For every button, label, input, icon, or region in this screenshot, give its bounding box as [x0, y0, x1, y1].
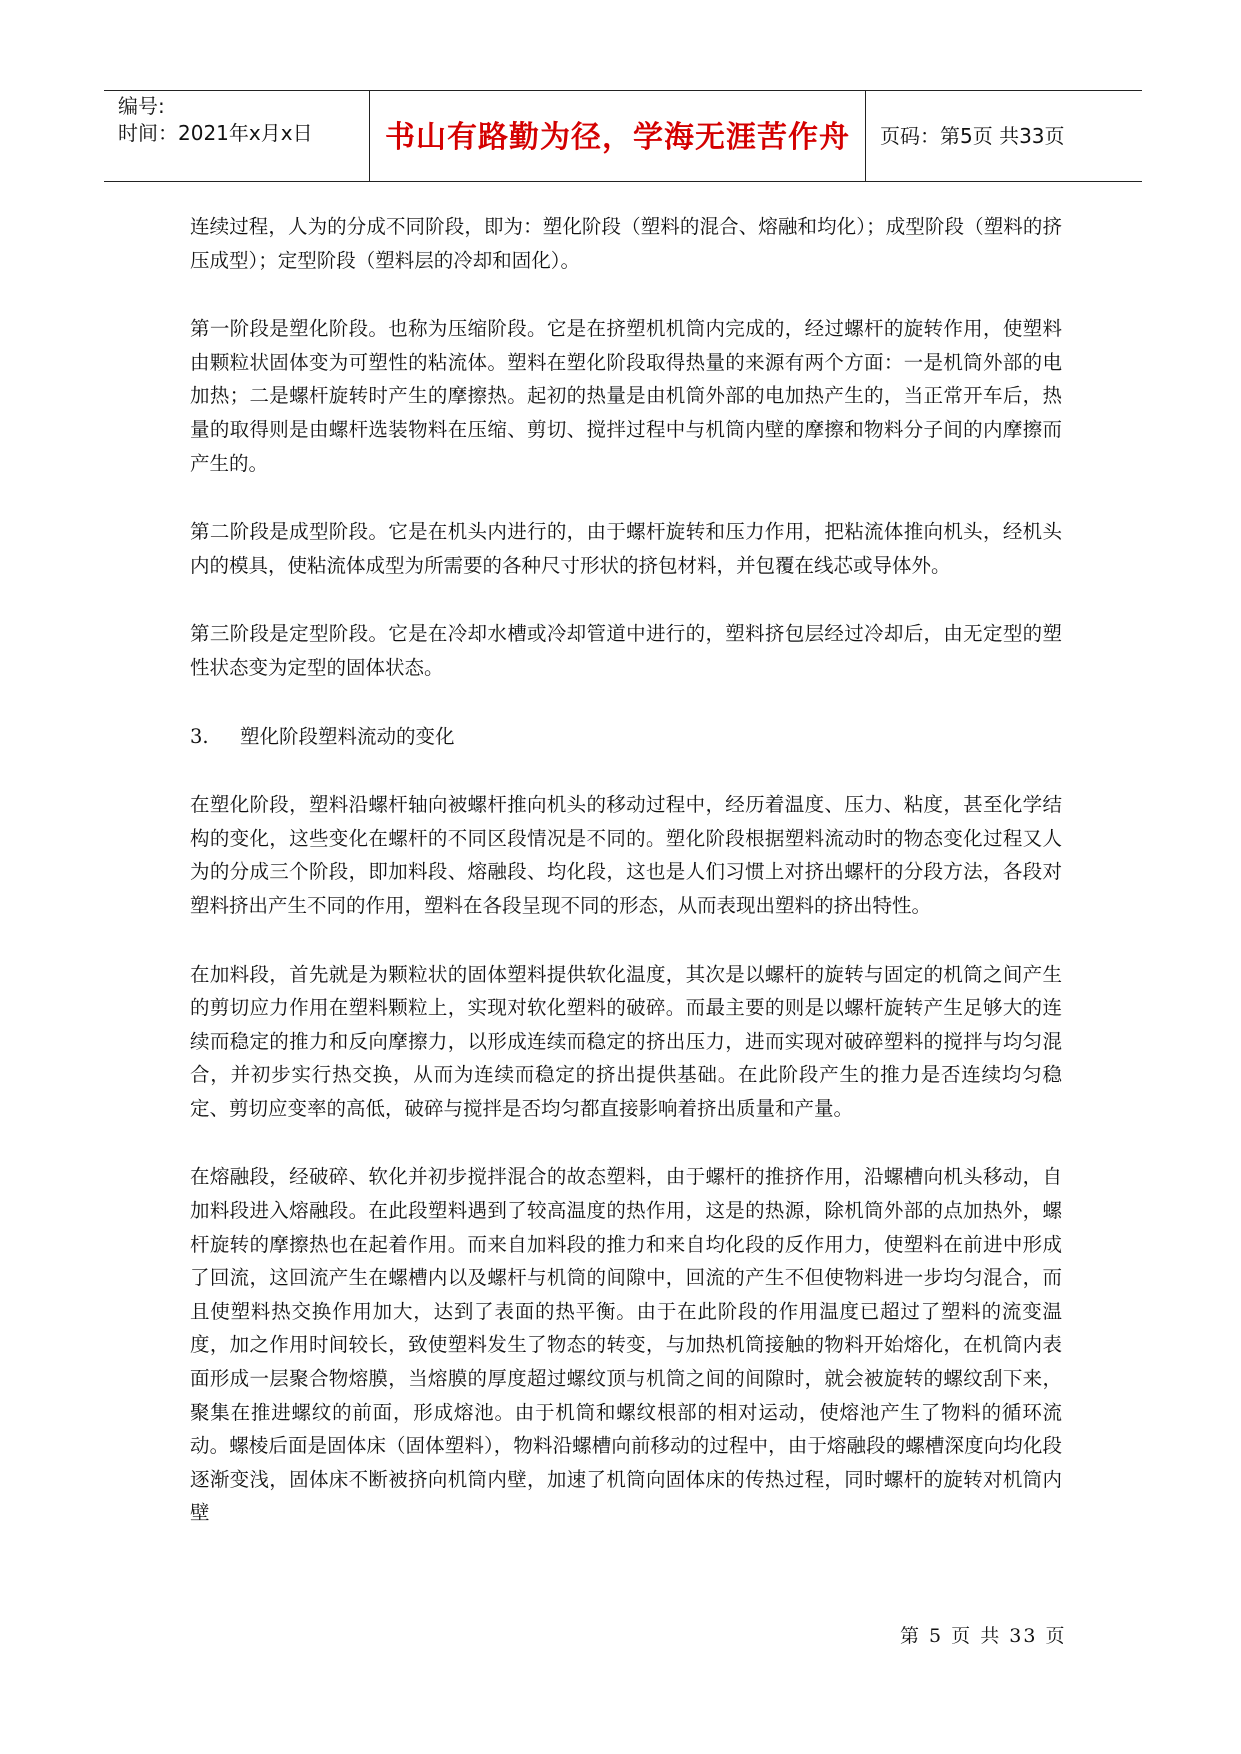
document-number-label: 编号:	[118, 94, 165, 118]
paragraph: 在塑化阶段，塑料沿螺杆轴向被螺杆推向机头的移动过程中，经历着温度、压力、粘度，甚至化学结构的变化，这些变化在螺杆的不同区段情况是不同的。塑化阶段根据塑料流动时的物态变化过程又人为的分成三个阶段，即加料段、熔融段、均化段，这也是人们习惯上对挤出螺杆的分段方法，各段对塑料挤出产生不同的作用，塑料在各段呈现不同的形态，从而表现出塑料的挤出特性。	[190, 793, 1062, 917]
paragraph: 第三阶段是定型阶段。它是在冷却水槽或冷却管道中进行的，塑料挤包层经过冷却后，由无定型的塑性状态变为定型的固体状态。	[190, 622, 1062, 679]
page-header	[104, 90, 1142, 182]
section-title: 塑化阶段塑料流动的变化	[240, 724, 455, 748]
paragraph: 第一阶段是塑化阶段。也称为压缩阶段。它是在挤塑机机筒内完成的，经过螺杆的旋转作用，使塑料由颗粒状固体变为可塑性的粘流体。塑料在塑化阶段取得热量的来源有两个方面：一是机筒外部的电加热；二是螺杆旋转时产生的摩擦热。起初的热量是由机筒外部的电加热产生的，当正常开车后，热量的取得则是由螺杆选装物料在压缩、剪切、搅拌过程中与机筒内壁的摩擦和物料分子间的内摩擦而产生的。	[190, 317, 1062, 475]
section-heading	[190, 720, 1062, 754]
paragraph: 在熔融段，经破碎、软化并初步搅拌混合的故态塑料，由于螺杆的推挤作用，沿螺槽向机头移动，自加料段进入熔融段。在此段塑料遇到了较高温度的热作用，这是的热源，除机筒外部的点加热外，螺杆旋转的摩擦热也在起着作用。而来自加料段的推力和来自均化段的反作用力，使塑料在前进中形成了回流，这回流产生在螺槽内以及螺杆与机筒的间隙中，回流的产生不但使物料进一步均匀混合，而且使塑料热交换作用加大，达到了表面的热平衡。由于在此阶段的作用温度已超过了塑料的流变温度，加之作用时间较长，致使塑料发生了物态的转变，与加热机筒接触的物料开始熔化，在机筒内表面形成一层聚合物熔膜，当熔膜的厚度超过螺纹顶与机筒之间的间隙时，就会被旋转的螺纹刮下来，聚集在推进螺纹的前面，形成熔池。由于机筒和螺纹根部的相对运动，使熔池产生了物料的循环流动。螺棱后面是固体床（固体塑料），物料沿螺槽向前移动的过程中，由于熔融段的螺槽深度向均化段逐渐变浅，固体床不断被挤向机筒内壁，加速了机筒向固体床的传热过程，同时螺杆的旋转对机筒内壁	[190, 1165, 1062, 1525]
document-time: 时间：2021年x月x日	[118, 121, 313, 145]
paragraph: 在加料段，首先就是为颗粒状的固体塑料提供软化温度，其次是以螺杆的旋转与固定的机筒之间产生的剪切应力作用在塑料颗粒上，实现对软化塑料的破碎。而最主要的则是以螺杆旋转产生足够大的连续而稳定的推力和反向摩擦力，以形成连续而稳定的挤出压力，进而实现对破碎塑料的搅拌与均匀混合，并初步实行热交换，从而为连续而稳定的挤出提供基础。在此阶段产生的推力是否连续均匀稳定、剪切应变率的高低，破碎与搅拌是否均匀都直接影响着挤出质量和产量。	[190, 962, 1062, 1120]
header-motto: 书山有路勤为径，学海无涯苦作舟	[370, 91, 866, 181]
paragraph: 连续过程，人为的分成不同阶段，即为：塑化阶段（塑料的混合、熔融和均化）；成型阶段（塑料的挤压成型）；定型阶段（塑料层的冷却和固化）。	[190, 215, 1062, 272]
header-meta	[104, 91, 370, 181]
paragraph: 第二阶段是成型阶段。它是在机头内进行的，由于螺杆旋转和压力作用，把粘流体推向机头，经机头内的模具，使粘流体成型为所需要的各种尺寸形状的挤包材料，并包覆在线芯或导体外。	[190, 520, 1062, 577]
document-body	[190, 210, 1062, 1565]
section-number: 3.	[190, 724, 209, 748]
page-footer: 第 5 页 共 33 页	[900, 1625, 1067, 1647]
header-page-code: 页码：第5页 共33页	[880, 123, 1065, 148]
